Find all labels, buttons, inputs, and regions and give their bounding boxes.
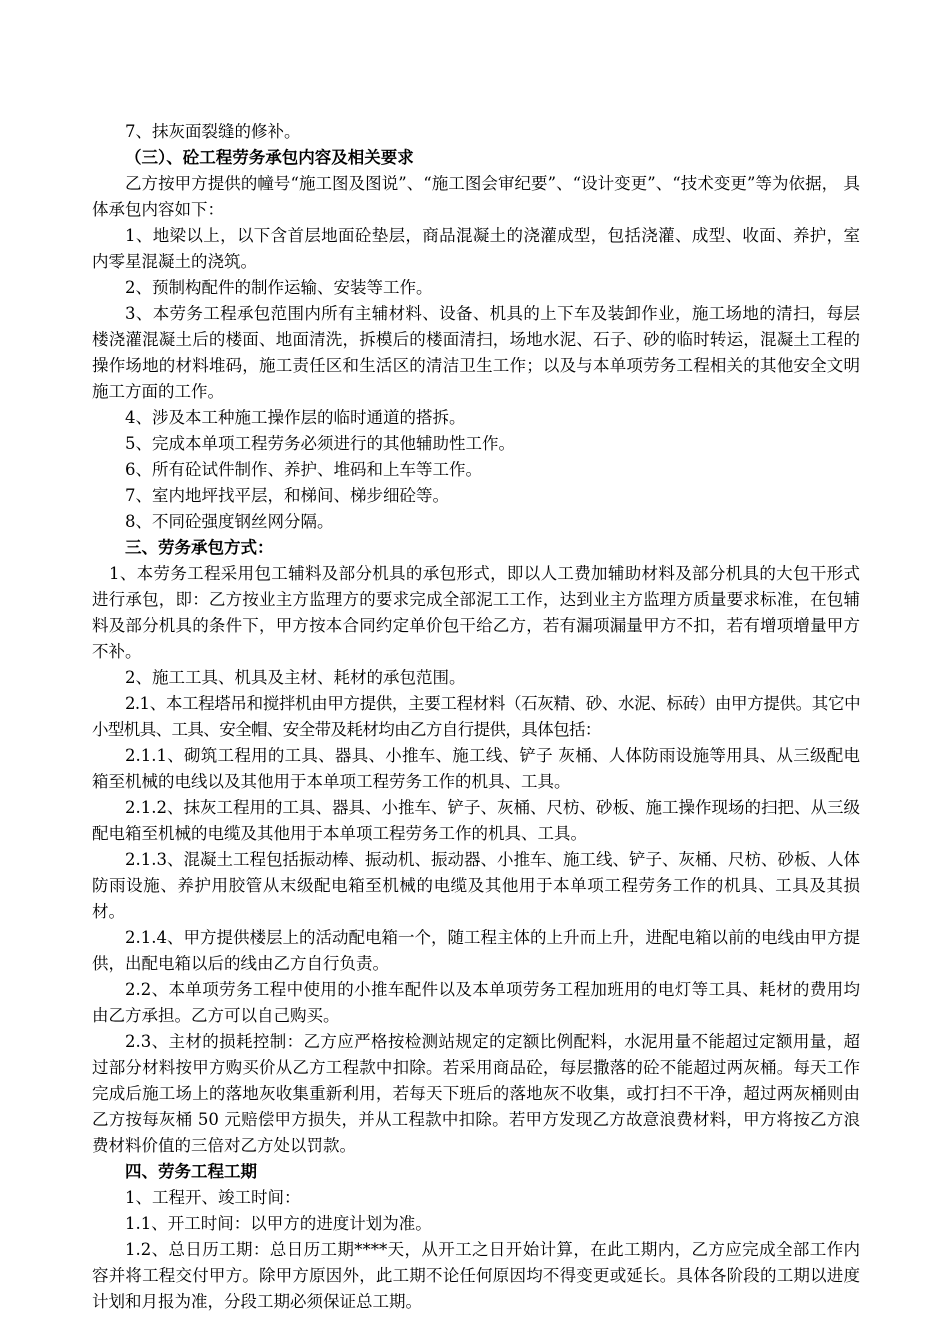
paragraph-tools-scope: 2、施工工具、机具及主材、耗材的承包范围。 [125, 668, 466, 687]
paragraph-item-3: 3、本劳务工程承包范围内所有主辅材料、设备、机具的上下车及装卸作业，施工场地的清扫，每层楼浇灌混凝土后的楼面、地面清洗，拆模后的楼面清扫，场地水泥、石子、砂的临时转运，混凝土工程的操作场地的材料堆码，施工责任区和生活区的清洁卫生工作；以及与本单项劳务工程相关的其他安全文明施工方面的工作。 [92, 304, 860, 401]
paragraph-2-2: 2.2、本单项劳务工程中使用的小推车配件以及本单项劳务工程加班用的电灯等工具、耗材的费用均由乙方承担。乙方可以自己购买。 [92, 980, 860, 1025]
document-body [92, 119, 860, 1315]
paragraph-2-1-4: 2.1.4、甲方提供楼层上的活动配电箱一个，随工程主体的上升而上升，进配电箱以前的电线由甲方提供，出配电箱以后的线由乙方自行负责。 [92, 928, 860, 973]
paragraph-start-completion: 1、工程开、竣工时间： [125, 1188, 301, 1207]
section-heading-schedule: 四、劳务工程工期 [125, 1162, 257, 1181]
paragraph-item-8: 8、不同砼强度钢丝网分隔。 [125, 512, 334, 531]
paragraph-plaster-crack-repair: 7、抹灰面裂缝的修补。 [125, 122, 301, 141]
paragraph-item-2: 2、预制构配件的制作运输、安装等工作。 [125, 278, 433, 297]
paragraph-item-4: 4、涉及本工种施工操作层的临时通道的搭拆。 [125, 408, 466, 427]
paragraph-item-5: 5、完成本单项工程劳务必须进行的其他辅助性工作。 [125, 434, 515, 453]
paragraph-item-1: 1、地梁以上，以下含首层地面砼垫层，商品混凝土的浇灌成型，包括浇灌、成型、收面、养护，室内零星混凝土的浇筑。 [92, 226, 860, 271]
section-heading-concrete-labor: （三）、砼工程劳务承包内容及相关要求 [125, 148, 414, 167]
section-heading-contract-method: 三、劳务承包方式： [125, 538, 274, 557]
paragraph-start-time: 1.1、开工时间：以甲方的进度计划为准。 [125, 1214, 432, 1233]
paragraph-contract-form: 1、本劳务工程采用包工辅料及部分机具的承包形式，即以人工费加辅助材料及部分机具的大包干形式进行承包，即：乙方按业主方监理方的要求完成全部泥工工作，达到业主方监理方质量要求标准，在包辅料及部分机具的条件下，甲方按本合同约定单价包干给乙方，若有漏项漏量甲方不扣，若有增项增量甲方不补。 [92, 564, 860, 661]
paragraph-item-6: 6、所有砼试件制作、养护、堆码和上车等工作。 [125, 460, 482, 479]
paragraph-2-3: 2.3、主材的损耗控制：乙方应严格按检测站规定的定额比例配料，水泥用量不能超过定额用量，超过部分材料按甲方购买价从乙方工程款中扣除。若采用商品砼，每层撒落的砼不能超过两灰桶。每天工作完成后施工场上的落地灰收集重新利用，若每天下班后的落地灰不收集，或打扫不干净，超过两灰桶则由乙方按每灰桶 50 元赔偿甲方损失，并从工程款中扣除。若甲方发现乙方故意浪费材料，甲方将按乙方浪费材料价值的三倍对乙方处以罚款。 [92, 1032, 860, 1155]
paragraph-2-1-3: 2.1.3、混凝土工程包括振动棒、振动机、振动器、小推车、施工线、铲子、灰桶、尺枋、砂板、人体防雨设施、养护用胶管从末级配电箱至机械的电缆及其他用于本单项工程劳务工作的机具、工具及其损材。 [92, 850, 860, 921]
paragraph-basis: 乙方按甲方提供的幢号“施工图及图说”、“施工图会审纪要”、“设计变更”、“技术变更”等为依据， 具体承包内容如下： [92, 174, 860, 219]
paragraph-2-1-1: 2.1.1、砌筑工程用的工具、器具、小推车、施工线、铲子 灰桶、人体防雨设施等用具、从三级配电箱至机械的电线以及其他用于本单项工程劳务工作的机具、工具。 [92, 746, 860, 791]
paragraph-item-7: 7、室内地坪找平层，和梯间、梯步细砼等。 [125, 486, 449, 505]
paragraph-2-1: 2.1、本工程塔吊和搅拌机由甲方提供，主要工程材料（石灰精、砂、水泥、标砖）由甲方提供。其它中小型机具、工具、安全帽、安全带及耗材均由乙方自行提供，具体包括： [92, 694, 860, 739]
paragraph-total-duration: 1.2、总日历工期：总日历工期****天，从开工之日开始计算，在此工期内，乙方应完成全部工作内容并将工程交付甲方。除甲方原因外，此工期不论任何原因均不得变更或延长。具体各阶段的工期以进度计划和月报为准，分段工期必须保证总工期。 [92, 1240, 860, 1311]
paragraph-2-1-2: 2.1.2、抹灰工程用的工具、器具、小推车、铲子、灰桶、尺枋、砂板、施工操作现场的扫把、从三级配电箱至机械的电缆及其他用于本单项工程劳务工作的机具、工具。 [92, 798, 860, 843]
